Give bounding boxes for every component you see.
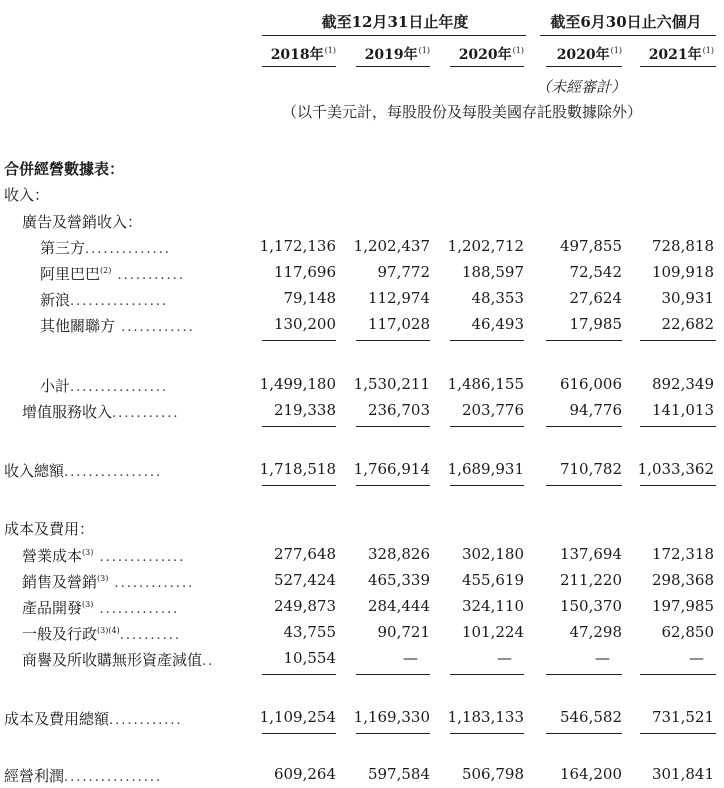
cell: 94,776 [569,401,622,419]
total-cost-rule [262,674,336,675]
subtotal-rule [450,340,524,341]
cell: 1,530,211 [353,375,430,393]
total-revenue-rule [450,426,524,427]
annual-period-header: 截至12月31日止年度 [321,13,469,31]
cell: 22,682 [661,315,714,333]
cell: 30,931 [661,289,714,307]
cell: 301,841 [651,765,714,783]
row-label-other-related: 其他關聯方 ............ [40,317,195,335]
cell: 892,349 [651,375,714,393]
revenue-heading: 收入： [4,186,50,204]
cell: — [497,649,512,667]
unit-note: （以千美元計，每股股份及每股美國存託股數據除外） [282,103,643,121]
cell: 188,597 [461,263,524,281]
year-header-2018: 2018年$^{(1)}$ [270,46,336,63]
cell: 150,370 [559,597,622,615]
year-rule-2021-half [640,66,716,67]
cell: 79,148 [283,289,336,307]
year-rule-2020-annual [450,66,524,67]
row-label-total-cost: 成本及費用總額............ [4,710,183,728]
cell: 219,338 [273,401,336,419]
cell: 101,224 [461,623,524,641]
row-label-sina: 新浪................ [40,291,169,309]
annual-header-rule [262,35,526,36]
cell: 47,298 [569,623,622,641]
year-header-2020-half: 2020年$^{(1)}$ [556,46,622,63]
row-label-cost-of-revenue: 營業成本$^{(3)}$ .............. [22,547,186,565]
cell: 277,648 [273,545,336,563]
cell: 62,850 [661,623,714,641]
cell: 10,554 [283,649,336,667]
total-cost-rule [640,674,716,675]
cell: 203,776 [461,401,524,419]
total-cost-underline [640,733,716,734]
cell: 27,624 [569,289,622,307]
cell: 1,689,931 [447,460,524,478]
cell: 17,985 [569,315,622,333]
cell: 90,721 [377,623,430,641]
cell: 164,200 [559,765,622,783]
cell: 1,718,518 [259,460,336,478]
cell: 728,818 [651,237,714,255]
cell: 497,855 [559,237,622,255]
row-label-subtotal: 小計................ [40,377,169,395]
cell: 172,318 [651,545,714,563]
year-rule-2020-half [546,66,622,67]
subtotal-rule [546,340,622,341]
cell: 1,033,362 [637,460,714,478]
cell: 1,486,155 [447,375,524,393]
cell: 1,183,133 [447,708,524,726]
total-revenue-rule [262,426,336,427]
total-revenue-underline [356,485,430,486]
cell: 302,180 [461,545,524,563]
cell: 284,444 [367,597,430,615]
cell: 130,200 [273,315,336,333]
row-label-sales-marketing: 銷售及營銷$^{(3)}$ ............. [22,573,195,591]
cell: 43,755 [283,623,336,641]
cell: 597,584 [367,765,430,783]
year-rule-2019 [356,66,430,67]
row-label-g-and-a: 一般及行政$^{(3)(4)}$.......... [22,625,182,643]
cell: 211,220 [559,571,622,589]
total-revenue-underline [262,485,336,486]
total-cost-underline [546,733,622,734]
total-cost-rule [450,674,524,675]
cell: 1,202,437 [353,237,430,255]
cell: 1,202,712 [447,237,524,255]
cell: 46,493 [471,315,524,333]
row-label-vas: 增值服務收入........... [22,403,180,421]
cell: 465,339 [367,571,430,589]
statement-title: 合併經營數據表： [4,160,125,178]
row-label-impairment: 商譽及所收購無形資產減值.. [22,651,215,669]
cell: 506,798 [461,765,524,783]
total-cost-rule [546,674,622,675]
cell: 141,013 [651,401,714,419]
cell: 236,703 [367,401,430,419]
total-revenue-rule [546,426,622,427]
cell: 710,782 [559,460,622,478]
cell: 616,006 [559,375,622,393]
cell: 546,582 [559,708,622,726]
cell: 72,542 [569,263,622,281]
cell: 1,109,254 [259,708,336,726]
row-label-operating-income: 經營利潤................ [4,767,163,785]
cost-expenses-heading: 成本及費用： [4,520,95,538]
year-rule-2018 [262,66,336,67]
total-revenue-underline [450,485,524,486]
cell: 1,499,180 [259,375,336,393]
cell: 197,985 [651,597,714,615]
cell: 117,696 [273,263,336,281]
six-month-header-rule [540,35,716,36]
cell: 328,826 [367,545,430,563]
total-revenue-underline [640,485,716,486]
ad-revenue-heading: 廣告及營銷收入： [22,213,143,231]
cell: 112,974 [367,289,430,307]
cell: — [595,649,610,667]
cell: 137,694 [559,545,622,563]
row-label-product-dev: 產品開發$^{(3)}$ ............. [22,599,180,617]
cell: 48,353 [471,289,524,307]
subtotal-rule [640,340,716,341]
total-cost-underline [262,733,336,734]
cell: 117,028 [367,315,430,333]
six-month-period-header: 截至6月30日止六個月 [550,13,702,31]
total-revenue-rule [640,426,716,427]
cell: 298,368 [651,571,714,589]
cell: 1,172,136 [259,237,336,255]
total-cost-rule [356,674,430,675]
row-label-total-revenue: 收入總額................ [4,462,163,480]
subtotal-rule [356,340,430,341]
year-header-2020-annual: 2020年$^{(1)}$ [458,46,524,63]
cell: 1,169,330 [353,708,430,726]
total-revenue-rule [356,426,430,427]
cell: 527,424 [273,571,336,589]
cell: 731,521 [651,708,714,726]
year-header-2019: 2019年$^{(1)}$ [364,46,430,63]
cell: 249,873 [273,597,336,615]
cell: 1,766,914 [353,460,430,478]
cell: 455,619 [461,571,524,589]
unaudited-note: （未經審計） [536,78,627,96]
row-label-alibaba: 阿里巴巴$^{(2)}$ ........... [40,265,185,283]
total-cost-underline [450,733,524,734]
cell: 609,264 [273,765,336,783]
cell: — [689,649,704,667]
total-cost-underline [356,733,430,734]
row-label-third-party: 第三方.............. [40,239,171,257]
cell: 324,110 [461,597,524,615]
total-revenue-underline [546,485,622,486]
year-header-2021-half: 2021年$^{(1)}$ [648,46,714,63]
cell: 97,772 [377,263,430,281]
cell: 109,918 [651,263,714,281]
cell: — [403,649,418,667]
subtotal-rule [262,340,336,341]
